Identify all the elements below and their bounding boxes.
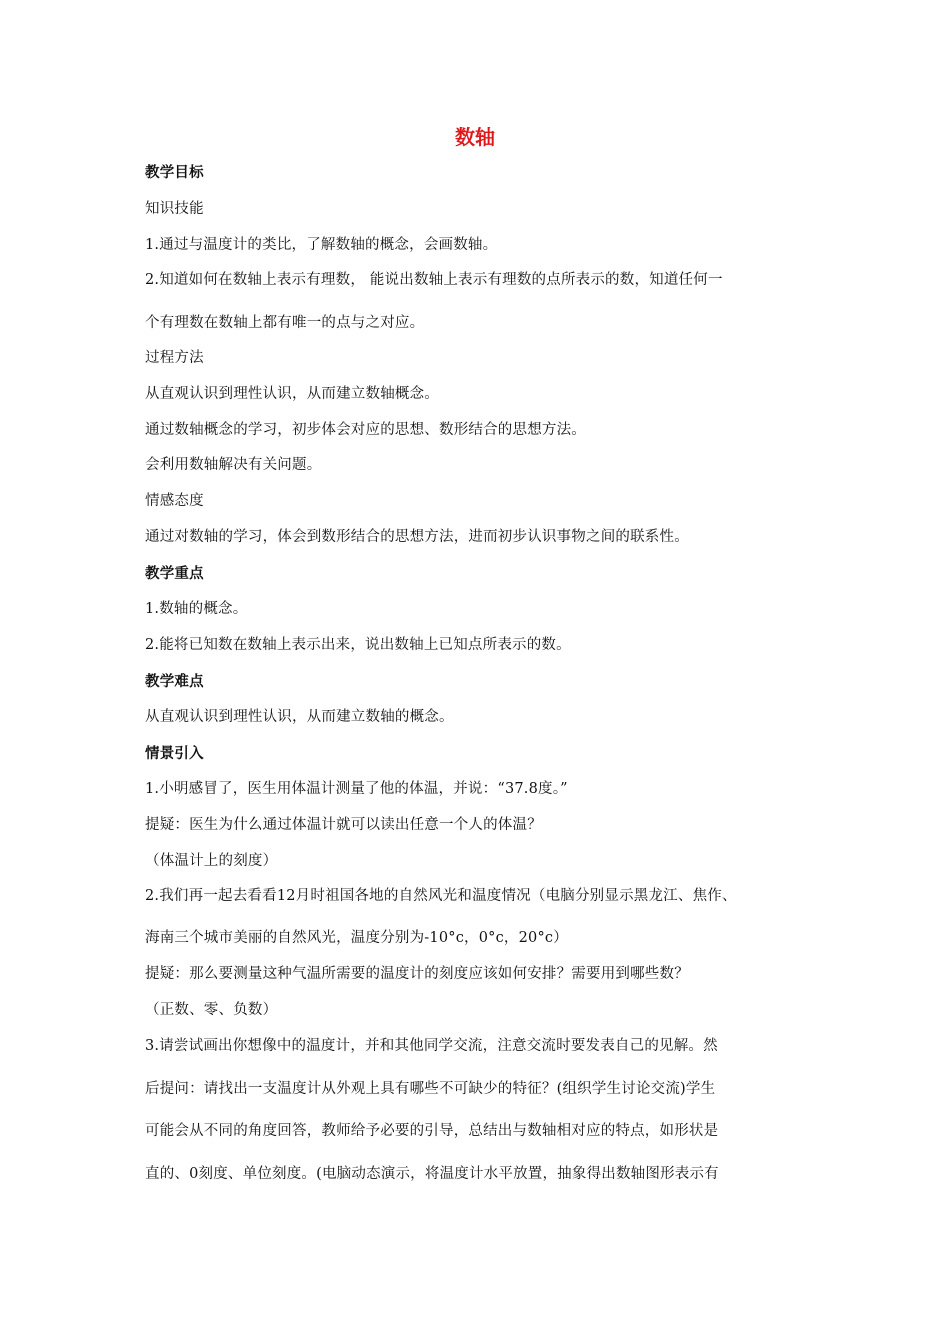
paragraph-line: 通过数轴概念的学习，初步体会对应的思想、数形结合的思想方法。 — [145, 422, 586, 438]
subheading-knowledge-skills: 知识技能 — [145, 201, 204, 217]
paragraph-line: 3.请尝试画出你想像中的温度计，并和其他同学交流，注意交流时要发表自己的见解。然 — [145, 1038, 718, 1054]
paragraph-line: 1.小明感冒了，医生用体温计测量了他的体温，并说：“37.8度。” — [145, 781, 568, 797]
paragraph-line: （体温计上的刻度） — [145, 853, 278, 869]
paragraph-line: 直的、0刻度、单位刻度。(电脑动态演示，将温度计水平放置，抽象得出数轴图形表示有 — [145, 1166, 719, 1182]
paragraph-line: 从直观认识到理性认识，从而建立数轴的概念。 — [145, 709, 454, 725]
paragraph-line: 2.知道如何在数轴上表示有理数， 能说出数轴上表示有理数的点所表示的数，知道任何一 — [145, 272, 723, 288]
subheading-attitude: 情感态度 — [145, 493, 204, 509]
paragraph-line: 1.数轴的概念。 — [145, 601, 248, 617]
paragraph-line: 会利用数轴解决有关问题。 — [145, 457, 322, 473]
paragraph-line: 个有理数在数轴上都有唯一的点与之对应。 — [145, 315, 425, 331]
paragraph-line: （正数、零、负数） — [145, 1002, 278, 1018]
paragraph-line: 1.通过与温度计的类比，了解数轴的概念，会画数轴。 — [145, 237, 498, 253]
paragraph-line: 通过对数轴的学习，体会到数形结合的思想方法，进而初步认识事物之间的联系性。 — [145, 529, 689, 545]
paragraph-line: 提疑：医生为什么通过体温计就可以读出任意一个人的体温？ — [145, 817, 542, 833]
section-heading-scenario: 情景引入 — [145, 746, 204, 762]
paragraph-line: 后提问：请找出一支温度计从外观上具有哪些不可缺少的特征？(组织学生讨论交流)学生 — [145, 1081, 716, 1097]
paragraph-line: 2.我们再一起去看看12月时祖国各地的自然风光和温度情况（电脑分别显示黑龙江、焦作、 — [145, 888, 737, 904]
paragraph-line: 海南三个城市美丽的自然风光，温度分别为-10°c，0°c，20°c） — [145, 930, 568, 946]
section-heading-difficulties: 教学难点 — [145, 674, 204, 690]
paragraph-line: 可能会从不同的角度回答，教师给予必要的引导，总结出与数轴相对应的特点，如形状是 — [145, 1123, 719, 1139]
section-heading-key-points: 教学重点 — [145, 566, 204, 582]
section-heading-teaching-goals: 教学目标 — [145, 165, 204, 181]
page-title: 数轴 — [455, 125, 495, 149]
subheading-process-method: 过程方法 — [145, 350, 204, 366]
paragraph-line: 2.能将已知数在数轴上表示出来，说出数轴上已知点所表示的数。 — [145, 637, 571, 653]
paragraph-line: 提疑：那么要测量这种气温所需要的温度计的刻度应该如何安排？需要用到哪些数？ — [145, 966, 689, 982]
paragraph-line: 从直观认识到理性认识，从而建立数轴概念。 — [145, 386, 439, 402]
